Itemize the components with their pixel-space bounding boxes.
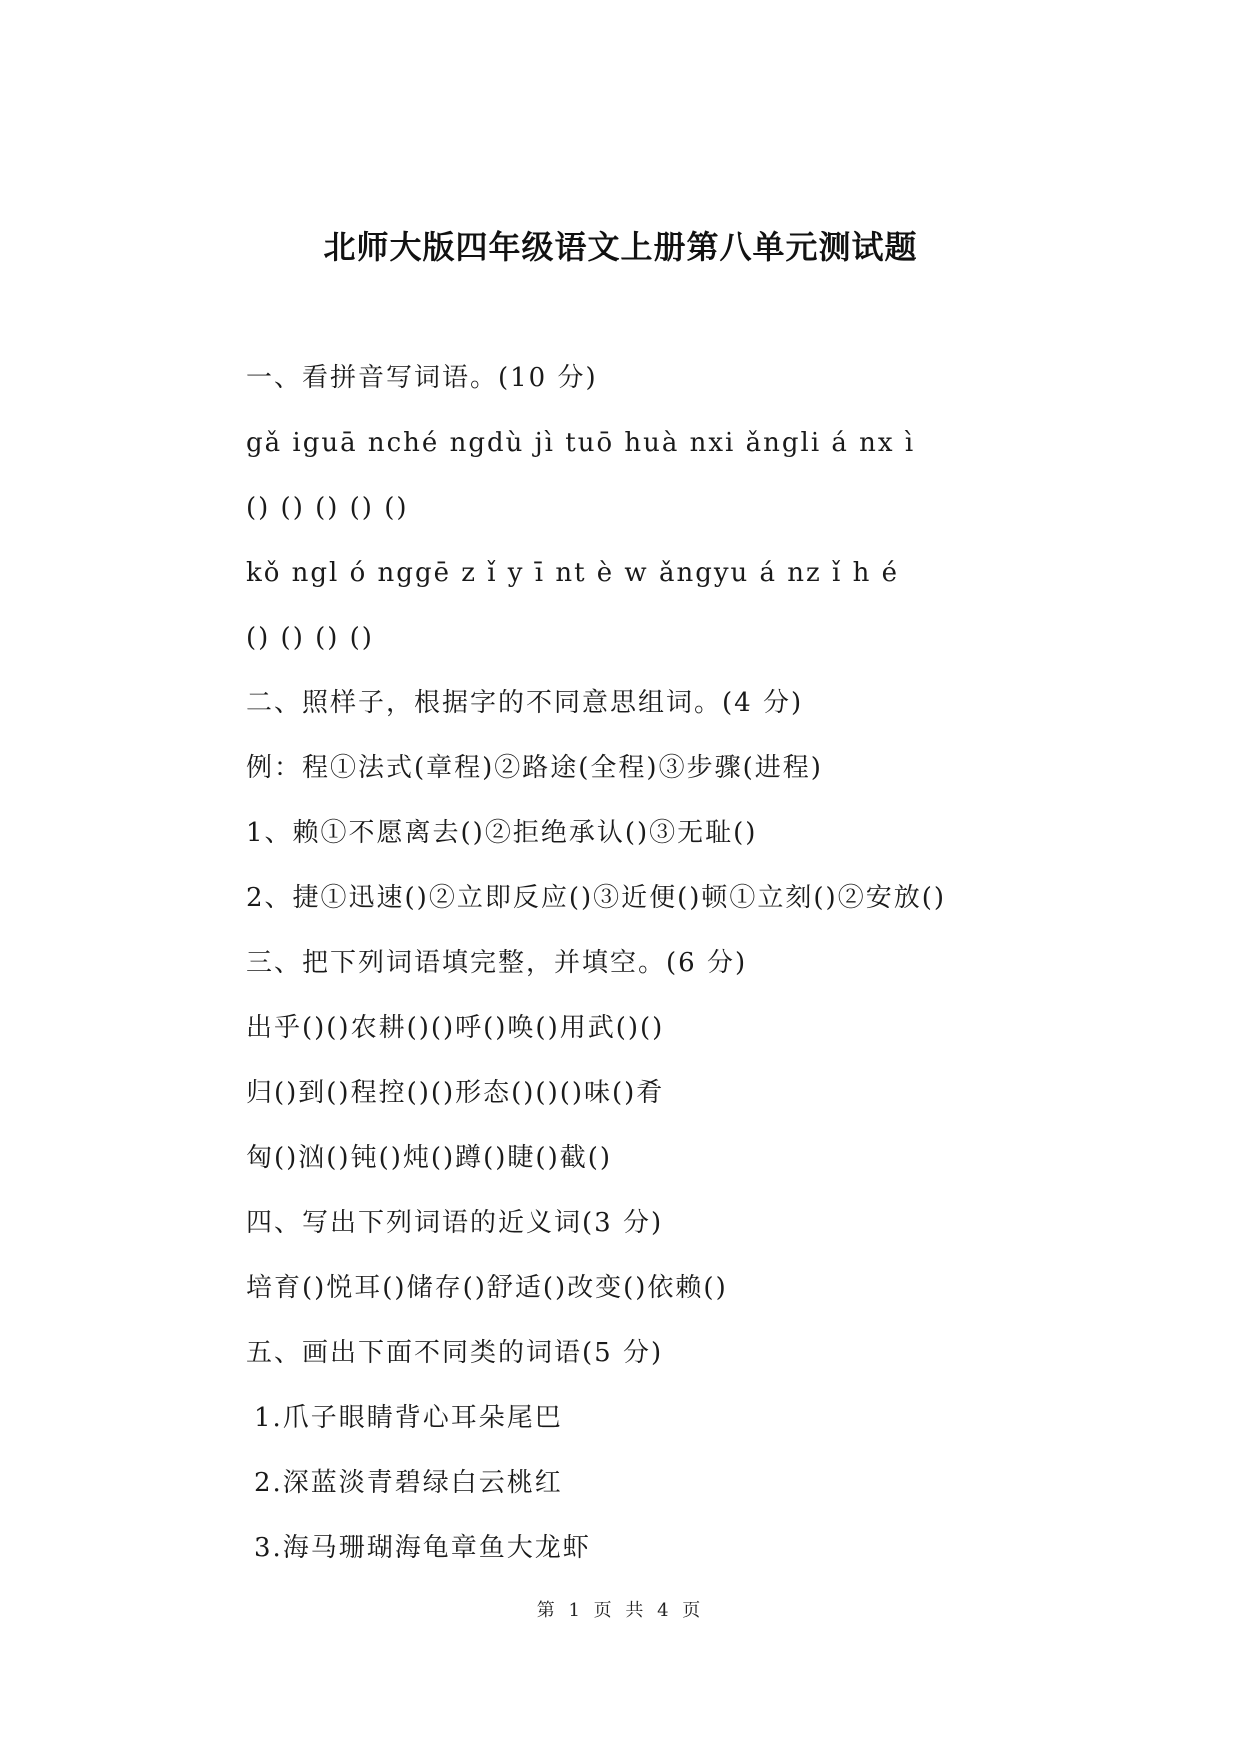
answer-blanks-row-2: () () () () — [246, 623, 374, 653]
page-title: 北师大版四年级语文上册第八单元测试题 — [323, 228, 918, 266]
section-4-heading: 四、写出下列词语的近义词(3 分) — [246, 1208, 664, 1238]
section-2-item-1: 1、赖①不愿离去()②拒绝承认()③无耻() — [246, 818, 758, 848]
section-5-item-1: 1.爪子眼睛背心耳朵尾巴 — [254, 1403, 563, 1433]
section-3-row-1: 出乎()()农耕()()呼()唤()用武()() — [246, 1013, 665, 1043]
section-3-heading: 三、把下列词语填完整，并填空。(6 分) — [246, 948, 748, 978]
section-5-item-2: 2.深蓝淡青碧绿白云桃红 — [254, 1468, 563, 1498]
pinyin-row-2: kǒ ngl ó nggē z ǐ y ī nt è w ǎngyu á nz ǐ h é — [246, 558, 899, 588]
page-number-footer: 第 1 页 共 4 页 — [536, 1600, 705, 1621]
section-3-row-3: 匈()汹()钝()炖()蹲()睫()截() — [246, 1143, 613, 1173]
section-2-example: 例：程①法式(章程)②路途(全程)③步骤(进程) — [246, 753, 823, 783]
section-5-item-3: 3.海马珊瑚海龟章鱼大龙虾 — [254, 1533, 591, 1563]
section-2-heading: 二、照样子，根据字的不同意思组词。(4 分) — [246, 688, 804, 718]
section-3-row-2: 归()到()程控()()形态()()()味()肴 — [246, 1078, 665, 1108]
pinyin-row-1: gǎ iguā nché ngdù jì tuō huà nxi ǎngli á nx ì — [246, 428, 916, 458]
answer-blanks-row-1: () () () () () — [246, 493, 409, 523]
section-2-item-2: 2、捷①迅速()②立即反应()③近便()顿①立刻()②安放() — [246, 883, 946, 913]
section-5-heading: 五、画出下面不同类的词语(5 分) — [246, 1338, 664, 1368]
exam-body — [246, 360, 1146, 1595]
section-1-heading: 一、看拼音写词语。(10 分) — [246, 363, 598, 393]
section-4-row-1: 培育()悦耳()储存()舒适()改变()依赖() — [246, 1273, 728, 1303]
